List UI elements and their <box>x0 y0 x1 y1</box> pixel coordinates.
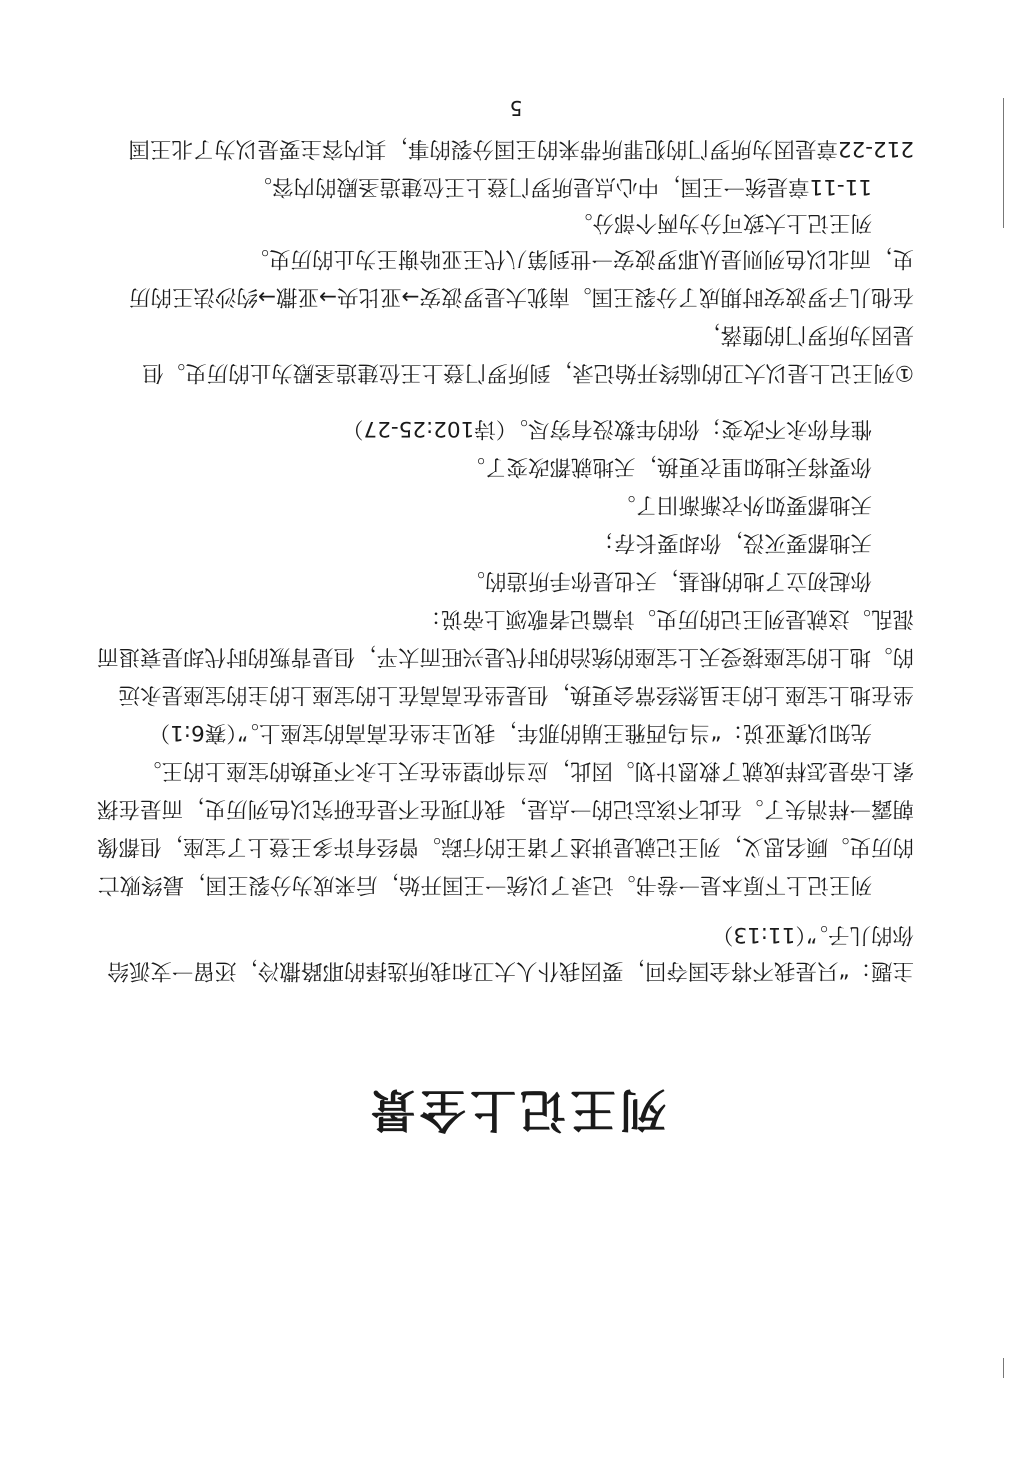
paragraph-1-line-2: 的历史。顾名思义，列王记就是讲述了诸王的行踪。曾经有许多王登上了宝座，但都像 <box>96 834 914 859</box>
page-title: 列王记上全景 <box>366 1083 666 1137</box>
page-number: 5 <box>509 96 523 120</box>
note-line-4: 史，而北以色列则是从耶罗波安一世到第八代王亚哈谢王为止的历史。 <box>247 246 914 271</box>
poem-line-4: 你要将天地如里衣更换，天地就都改变了。 <box>463 454 872 479</box>
paragraph-2-line-4: 混乱。这就是列王记的历史。诗篇记者歌颂上帝说： <box>419 606 914 631</box>
paragraph-1-line-3: 朝露一样消失了。在此不该忘记的一点是，我们现在不是在研究以色列历史，而是在探 <box>96 796 914 821</box>
paragraph-2-line-2: 坐在地上宝座上的主虽然经常会更换，但是坐在高高在上的宝座上的主的宝座是永远 <box>118 682 914 707</box>
theme-line-1: 主题：“只是我不将全国夺回，要因我仆人大卫和我所选择的耶路撒冷，还留一支派给 <box>107 958 914 983</box>
poem-line-5: 惟有你永不改变；你的年数没有穷尽。（诗102:25-27） <box>341 416 872 441</box>
paragraph-2-line-3: 的。地上的宝座接受天上宝座的统治的时代是兴旺而太平，但是背叛的时代却是衰退而 <box>96 644 914 669</box>
paragraph-2-line-1: 先知以赛亚说：“当乌西雅王崩的那年，我见主坐在高高的宝座上。”（赛6:1） <box>148 720 872 745</box>
note-line-2: 是因为所罗门的堕落， <box>698 322 914 347</box>
theme-line-2: 你的儿子。”（11:13） <box>711 922 914 947</box>
note-line-7: 212-22章是因为所罗门的犯罪所带来的王国分裂的事，其内容主要是以为了北王国 <box>128 136 914 161</box>
note-line-3: 在他儿子罗波安时期成了分裂王国。南犹大是罗波安→亚比央→亚撒→约沙法王的历 <box>128 284 914 309</box>
note-line-6: 11-11章是统一王国，中心点是所罗门登上王位建造圣殿的内容。 <box>250 174 872 199</box>
paragraph-1-line-4: 索上帝是怎样成就了救恩计划。因此，应当仰望坐在天上永不更换的宝座上的王。 <box>139 758 914 783</box>
note-line-5: 列王记上大致可分为两个部分。 <box>570 210 872 235</box>
paragraph-1-line-1: 列王记上下原本是一卷书。记录了以统一王国开始，后来成为分裂王国，最终败亡 <box>97 872 872 897</box>
scan-edge-mark <box>1003 1358 1004 1378</box>
scan-edge-mark <box>1003 98 1004 228</box>
poem-line-1: 你起初立了地的根基，天也是你手所造的。 <box>463 568 872 593</box>
poem-line-2: 天地都要灭没，你却要长存； <box>592 530 872 555</box>
note-line-1: ①列王记上是以大卫的临终开始记录，到所罗门登上王位建造圣殿为止的历史。但 <box>142 360 914 385</box>
poem-line-3: 天地都要如外衣渐渐旧了。 <box>613 492 872 517</box>
